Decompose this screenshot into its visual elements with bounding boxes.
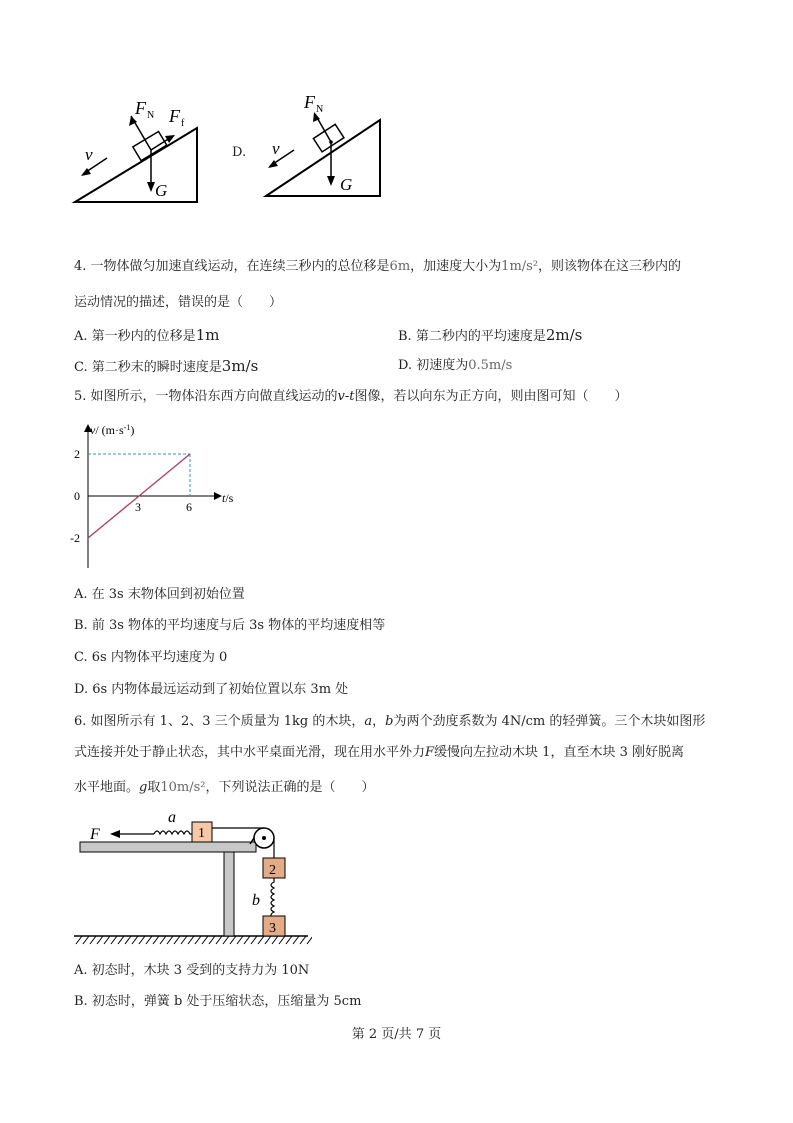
q6-stem-line1: 6. 如图所示有 1、2、3 三个质量为 1kg 的木块，a，b为两个劲度系数为 4N/cm 的轻弹簧。三个木块如图形 [74,714,706,729]
q6-stem-line2: 式连接并处于静止状态，其中水平桌面光滑，现在用水平外力F缓慢向左拉动木块 1，直至木块 3 刚好脱离 [74,745,684,760]
q6-option-b[interactable]: B. 初态时，弹簧 b 处于压缩状态，压缩量为 5cm [74,994,362,1009]
q5-option-d[interactable]: D. 6s 内物体最远运动到了初始位置以东 3m 处 [74,682,349,697]
q4-option-c[interactable]: C. 第二秒末的瞬时速度是3m/s [74,357,259,375]
y-tick-label: 0 [74,489,80,503]
fn-sub-d: N [316,104,324,115]
option-d-label: D. [232,145,247,160]
page-footer: 第 2 页/共 7 页 [351,1027,442,1042]
fn-label-c: F [135,98,146,118]
v-label-d: v [272,139,280,158]
fn-sub-c: N [147,110,155,121]
q4-option-a[interactable]: A. 第一秒内的位移是1m [74,326,220,344]
spring-a-label: a [168,809,176,826]
ff-label-c: F [169,106,180,126]
ff-sub-c: f [181,118,185,129]
vt-graph [70,420,240,572]
block-1-label: 1 [198,826,205,841]
v-label-c: v [85,145,93,164]
block-3-label: 3 [269,921,276,936]
q6-stem-line3: 水平地面。g取10m/s²，下列说法正确的是（ ） [74,780,375,795]
fn-label-d: F [304,92,315,112]
y-axis-label: v/ $(m\cdot s^{-1})$ [90,423,135,437]
g-label-d: G [340,175,353,194]
q5-option-b[interactable]: B. 前 3s 物体的平均速度与后 3s 物体的平均速度相等 [74,618,386,633]
q4-stem-line1: 4. 一物体做匀加速直线运动，在连续三秒内的总位移是6m，加速度大小为1m/s²，则该物体在这三秒内的 [74,259,682,274]
q5-option-c[interactable]: C. 6s 内物体平均速度为 0 [74,650,228,665]
incline-diagram-c [65,92,210,207]
y-tick-label: 2 [74,447,80,461]
q4-stem-line2: 运动情况的描述，错误的是（ ） [74,295,283,310]
y-tick-label: -2 [70,531,80,545]
q4-option-d[interactable]: D. 初速度为0.5m/s [398,358,513,373]
force-f-label: F [90,826,100,843]
spring-block-figure [72,808,312,948]
x-axis-label: t/s [222,491,234,505]
q5-stem: 5. 如图所示，一物体沿东西方向做直线运动的v-t图像，若以向东为正方向，则由图可知（ ） [74,389,628,404]
g-label-c: G [155,181,168,200]
x-tick-label: 3 [135,500,141,514]
q5-option-a[interactable]: A. 在 3s 末物体回到初始位置 [74,587,245,602]
incline-diagram-d [258,88,388,203]
block-2-label: 2 [269,863,276,878]
spring-b-label: b [252,892,260,909]
q4-option-b[interactable]: B. 第二秒内的平均速度是2m/s [398,326,583,344]
x-tick-label: 6 [186,500,192,514]
q6-option-a[interactable]: A. 初态时，木块 3 受到的支持力为 10N [74,963,310,978]
